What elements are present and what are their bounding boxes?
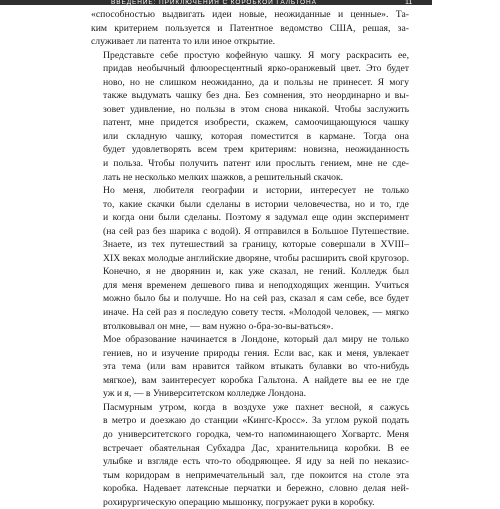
text-line: гениев, но и изучение природы гения. Если вас, как и меня, увлекает (103, 347, 409, 359)
text-line: придав необычный флюоресцентный ярко-оранжевый цвет. Это будет (103, 63, 409, 75)
text-line: в метро и доезжаю до станции «Кингс-Кросс». За углом рукой подать (103, 415, 409, 427)
text-line: и польза. Чтобы получить патент или прослыть гением, мне не сде- (103, 158, 409, 170)
text-line: втолковывал он мне, — вам нужно о-бра-зо-вы-ваться». (103, 320, 334, 332)
text-line: Пасмурным утром, когда в воздухе уже пахнет весной, я сажусь (103, 401, 409, 413)
text-line: Мое образование начинается в Лондоне, который дал миру не только (103, 334, 409, 346)
text-line: тым коридорам в непримечательный зал, где покоится на столе эта (103, 469, 409, 481)
text-line: мягкое), вам заинтересует коробка Гальтона. А найдете вы ее не где (103, 374, 409, 386)
text-line: также выдумать чашку без дна. Без сомнения, это неординарно и вы- (103, 90, 409, 102)
text-line: для меня временем дешевого пива и неподходящих женщин. Учиться (103, 279, 409, 291)
paragraph (91, 401, 409, 509)
page-number: 11 (405, 0, 413, 6)
paragraph (91, 333, 409, 401)
text-line: до университетского городка, чем-то напоминающего Хогвартс. Меня (103, 428, 409, 440)
body-text (91, 8, 409, 509)
text-line: (на сей раз без шарика с водой). Я отправился в Большое Путешествие. (103, 225, 409, 237)
text-line: патент, мне придется изобрести, скажем, самоочищающуюся чашку (103, 117, 409, 129)
text-line: ким критерием пользуется и Патентное ведомство США, решая, за- (91, 22, 409, 34)
text-line: то, какие скачки были сделаны в истории человечества, но и то, где (103, 198, 409, 210)
text-line: будет удовлетворять всем трем критериям: новизна, неожиданность (103, 144, 409, 156)
text-line: или складную чашку, которая поместится в кармане. Тогда она (103, 130, 409, 142)
text-line: «способностью выдвигать идеи новые, неожиданные и ценные». Та- (91, 9, 409, 20)
text-line: Конечно, я не дворянин и, как уже сказал, не гений. Колледж был (103, 266, 409, 278)
chapter-title: ВВЕДЕНИЕ: ПРИКЛЮЧЕНИЯ С КОРОБКОЙ ГАЛЬТОНА (111, 0, 317, 6)
text-line: коробка. Надевает латексные перчатки и бережно, словно делая ней- (103, 483, 409, 495)
text-line: XIX веках молодые английские дворяне, чтобы расширить свой кругозор. (103, 252, 409, 264)
paragraph (91, 49, 409, 184)
text-line: зовет удивление, но пользы в этом снова никакой. Чтобы заслужить (103, 103, 409, 115)
text-line: и когда они были сделаны. Поэтому я задумал еще один эксперимент (103, 212, 409, 224)
text-line: улыбке и взгляде есть что-то ободряющее. Я иду за ней по неказис- (103, 456, 409, 468)
text-line: рохирургическую операцию мышонку, погружает руки в коробку. (103, 496, 375, 508)
text-line: ново, но не слишком неожиданно, да и пользы не принесет. Я могу (103, 76, 409, 88)
text-line: Но меня, любителя географии и истории, интересует не только (103, 185, 409, 197)
text-line: лать не несколько мелких шажков, а решительный скачок. (103, 171, 344, 183)
paragraph (91, 8, 409, 49)
text-line: служивает ли патента то или иное открытие. (91, 36, 276, 48)
text-line: можно было бы и получше. Но на сей раз, сказал я сам себе, все будет (103, 293, 409, 305)
paragraph (91, 184, 409, 333)
text-line: уж и я, — в Университетском колледже Лондона. (103, 388, 306, 400)
text-line: встречает обаятельная Субхадра Дас, хранительница коробки. В ее (103, 442, 409, 454)
text-line: иначе. На сей раз я последую совету тестя. «Молодой человек, — мягко (103, 307, 409, 319)
text-line: эта тема (или вам нравится тайком втыкать булавки во что-нибудь (103, 361, 409, 373)
text-line: Представьте себе простую кофейную чашку. Я могу раскрасить ее, (103, 49, 409, 61)
text-line: Знаете, из тех путешествий за границу, которые совершали в XVIII– (103, 239, 409, 251)
